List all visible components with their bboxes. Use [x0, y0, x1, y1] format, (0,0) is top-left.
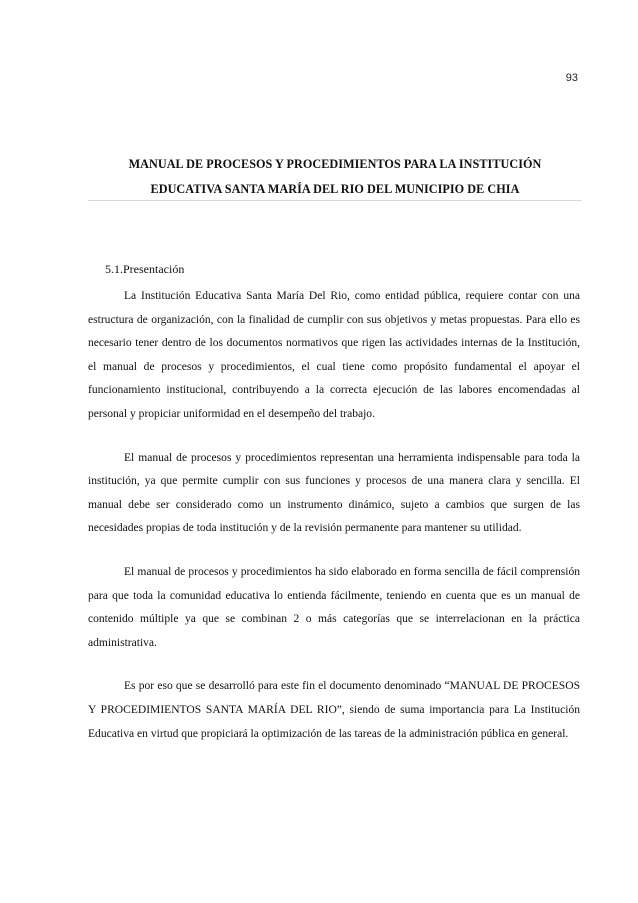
- title-divider: [88, 200, 582, 201]
- document-body: [88, 285, 580, 766]
- document-title: [88, 152, 582, 202]
- document-title-line-1: MANUAL DE PROCESOS Y PROCEDIMIENTOS PARA LA INSTITUCIÓN: [128, 157, 542, 171]
- paragraph-1: La Institución Educativa Santa María Del Rio, como entidad pública, requiere contar con una estructura de organización, con la finalidad de cumplir con sus objetivos y metas propuestas. Para ello es necesario tener dentro de los documentos normativos que rigen las actividades internas de la Institución, el manual de procesos y procedimientos, el cual tiene como propósito fundamental el apoyar el funcionamiento institucional, contribuyendo a la correcta ejecución de las labores encomendadas al personal y propiciar uniformidad en el desempeño del trabajo.: [88, 290, 580, 420]
- paragraph-2: El manual de procesos y procedimientos representan una herramienta indispensable para toda la institución, ya que permite cumplir con sus funciones y procesos de una manera clara y sencilla. El manual debe ser considerado como un instrumento dinámico, sujeto a cambios que surgen de las necesidades propias de toda institución y de la revisión permanente para mantener su utilidad.: [88, 451, 580, 535]
- section-heading: 5.1.Presentación: [105, 262, 185, 276]
- document-title-line-2: EDUCATIVA SANTA MARÍA DEL RIO DEL MUNICIPIO DE CHIA: [150, 182, 520, 196]
- paragraph-4: Es por eso que se desarrolló para este fin el documento denominado “MANUAL DE PROCESOS Y PROCEDIMIENTOS SANTA MARÍA DEL RIO”, siendo de suma importancia para La Institución Educativa en virtud que propiciará la optimización de las tareas de la administración pública en general.: [88, 680, 580, 740]
- page-number: 93: [565, 72, 578, 84]
- paragraph-3: El manual de procesos y procedimientos ha sido elaborado en forma sencilla de fácil comprensión para que toda la comunidad educativa lo entienda fácilmente, teniendo en cuenta que es un manual de contenido múltiple ya que se combinan 2 o más categorías que se interrelacionan en la práctica administrativa.: [88, 565, 580, 649]
